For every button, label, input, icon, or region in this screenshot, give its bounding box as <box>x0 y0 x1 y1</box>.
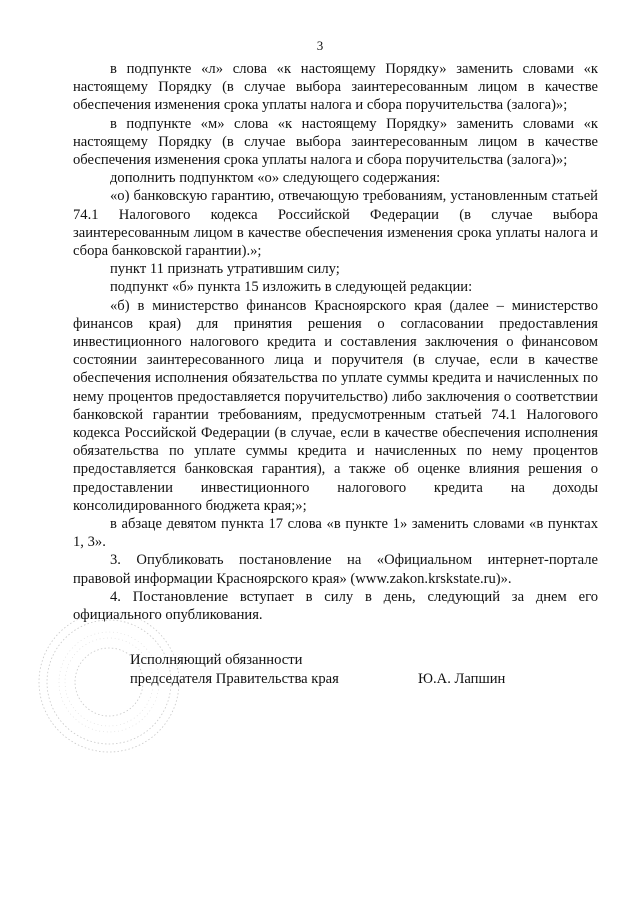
paragraph-item-3: 3. Опубликовать постановление на «Официальном интернет-портале правовой информации Красноярского края» (www.zakon.krskstate.ru)». <box>73 552 598 587</box>
signature-title-line-1: Исполняющий обязанности <box>130 652 303 668</box>
paragraph-point-17: в абзаце девятом пункта 17 слова «в пункте 1» заменить словами «в пунктах 1, 3». <box>73 516 598 551</box>
paragraph-point-11: пункт 11 признать утратившим силу; <box>110 261 340 278</box>
signatory-name: Ю.А. Лапшин <box>418 671 506 687</box>
document-body <box>73 60 598 624</box>
paragraph-subpoint-o-text: «о) банковскую гарантию, отвечающую требованиям, установленным статьей 74.1 Налогового кодекса Российской Федерации (в случае выбора заинтересованным лицом в качестве обеспечения изменения срока уплаты налога и сбора банковской гарантии).»; <box>73 188 598 260</box>
paragraph-point-15: подпункт «б» пункта 15 изложить в следующей редакции: <box>110 279 473 296</box>
signature-title-line-2 <box>130 670 600 689</box>
paragraph-subpoint-b-text: «б) в министерство финансов Красноярского края (далее – министерство финансов края) для принятия решения о согласовании предоставления инвестиционного налогового кредита и составления заключения о финансовом состоянии заинтересованного лица и поручителя (в случае, если в качестве обеспечения исполнения обязательства по уплате суммы кредита и начисленных по нему процентов предоставляется поручительство) либо заключения о соответствии банковской гарантии требованиям, предусмотренным статьей 74.1 Налогового кодекса Российской Федерации (в случае, если в качестве обеспечения исполнения обязательства по уплате суммы кредита и начисленных по нему процентов предоставляется банковская гарантия), а также об оценке влияния решения о предоставлении инвестиционного налогового кредита на доходы консолидированного бюджета края;»; <box>73 297 598 514</box>
paragraph-item-4: 4. Постановление вступает в силу в день, следующий за днем его официального опубликования. <box>73 588 598 624</box>
page-number: 3 <box>316 38 324 53</box>
signature-position: председателя Правительства края <box>130 671 339 687</box>
paragraph-add-subpoint-o: дополнить подпунктом «о» следующего содержания: <box>110 170 441 187</box>
paragraph-subpoint-l: в подпункте «л» слова «к настоящему Порядку» заменить словами «к настоящему Порядку (в случае выбора заинтересованным лицом в качестве обеспечения изменения срока уплаты налога и сбора поручительства (залога)»; <box>73 61 598 114</box>
paragraph-subpoint-m: в подпункте «м» слова «к настоящему Порядку» заменить словами «к настоящему Порядку (в случае выбора заинтересованным лицом в качестве обеспечения изменения срока уплаты налога и сбора поручительства (залога)»; <box>73 115 598 169</box>
signature-block <box>130 651 600 689</box>
